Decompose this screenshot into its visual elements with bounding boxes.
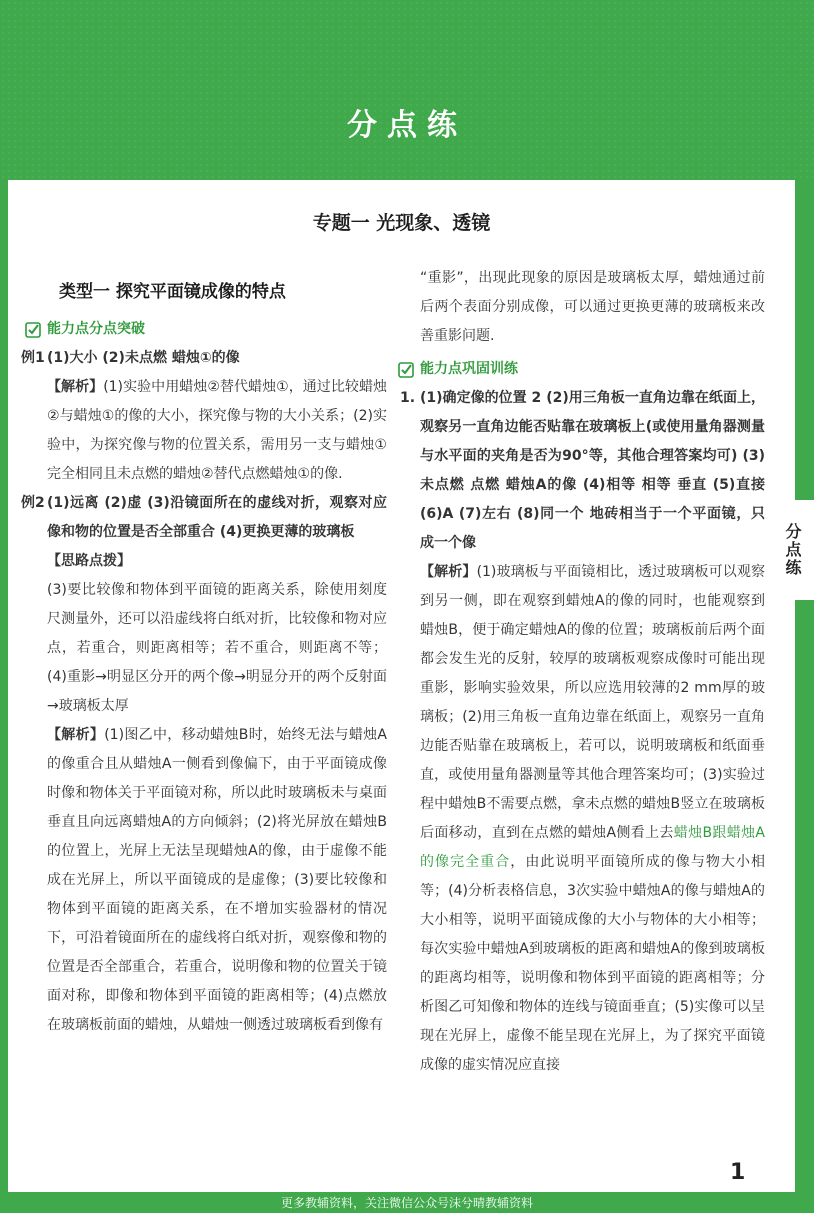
answer-text: (1)大小 (2)未点燃 蜡烛①的像 [47, 350, 240, 366]
answer-text: (1)确定像的位置 2 (2)用三角板一直角边靠在纸面上，观察另一直角边能否贴靠在玻璃板上(或使用量角器测量与水平面的夹角是否为90°等，其他合理答案均可) (3)未点燃 点燃 蜡烛A的像 (4)相等 相等 垂直 (5)直接 (6)A (7)左右 (8)同一个 地砖相当于一个平面镜，只成一个像 [420, 390, 765, 551]
section-heading-breakthrough [25, 315, 387, 344]
example-label: 例1 [21, 350, 45, 366]
highlighted-text: 蜡烛B跟蜡烛A的像完全重合 [420, 825, 766, 870]
hint-tag: 【思路点拨】 [47, 553, 131, 569]
section-heading-label: 能力点巩固训练 [420, 361, 518, 377]
continued-text: “重影”，出现此现象的原因是玻璃板太厚，蜡烛通过前后两个表面分别成像，可以通过更换更薄的玻璃板来改善重影问题. [420, 270, 765, 344]
type-heading: 类型一 探究平面镜成像的特点 [59, 282, 286, 302]
example-label: 例2 [21, 495, 45, 511]
banner-title: 分点练 [347, 108, 467, 143]
right-margin-strip [795, 180, 814, 1213]
section-heading-training [398, 355, 765, 384]
answer-text: (1)远离 (2)虚 (3)沿镜面所在的虚线对折，观察对应像和物的位置是否全部重合 (4)更换更薄的玻璃板 [47, 495, 387, 540]
analysis-text-b: ，由此说明平面镜所成的像与物大小相等；(4)分析表格信息，3次实验中蜡烛A的像与蜡烛A的大小相等，说明平面镜成像的大小与物体的大小相等；每次实验中蜡烛A到玻璃板的距离和蜡烛A的像到玻璃板的距离均相等，说明像和物体到平面镜的距离相等；分析图乙可知像和物体的连线与镜面垂直；(5)实像可以呈现在光屏上，虚像不能呈现在光屏上，为了探究平面镜成像的虚实情况应直接 [420, 854, 766, 1073]
header-banner [0, 0, 814, 180]
checkbox-icon [398, 362, 414, 378]
question-number: 1. [400, 390, 416, 406]
checkbox-icon [25, 322, 41, 338]
analysis-text: (1)图乙中，移动蜡烛B时，始终无法与蜡烛A的像重合且从蜡烛A一侧看到像偏下，由于平面镜成像时像和物体关于平面镜对称，所以此时玻璃板未与桌面垂直且向远离蜡烛A的方向倾斜；(2)将光屏放在蜡烛B的位置上，光屏上无法呈现蜡烛A的像，由于虚像不能成在光屏上，所以平面镜成的是虚像；(3)要比较像和物体到平面镜的距离关系，在不增加实验器材的情况下，可沿着镜面所在的虚线将白纸对折，观察像和物的位置是否全部重合，若重合，说明像和物的位置关于镜面对称，即像和物体到平面镜的距离相等；(4)点燃放在玻璃板前面的蜡烛，从蜡烛一侧透过玻璃板看到像有 [47, 727, 388, 1033]
example-1-analysis [47, 373, 387, 489]
example-2-answer [21, 489, 387, 547]
question-1-analysis [420, 558, 765, 1080]
section-heading-label: 能力点分点突破 [47, 321, 145, 337]
example-2-analysis [47, 721, 387, 1040]
analysis-tag: 【解析】 [47, 727, 105, 743]
left-column [21, 264, 388, 1040]
side-tab-label: 分点练 [783, 523, 802, 577]
analysis-text: (1)实验中用蜡烛②替代蜡烛①，通过比较蜡烛②与蜡烛①的像的大小，探究像与物的大小关系；(2)实验中，为探究像与物的位置关系，需用另一支与蜡烛①完全相同且未点燃的蜡烛②替代点燃蜡烛①的像. [47, 379, 387, 482]
side-tab[interactable] [770, 500, 814, 600]
left-margin-strip [0, 180, 8, 1213]
footer-text: 更多教辅资料，关注微信公众号沫兮晴教辅资料 [280, 1196, 533, 1210]
analysis-text-a: (1)玻璃板与平面镜相比，透过玻璃板可以观察到另一侧，即在观察到蜡烛A的像的同时，也能观察到蜡烛B，便于确定蜡烛A的像的位置；玻璃板前后两个面都会发生光的反射，较厚的玻璃板观察成像时可能出现重影，影响实验效果，所以应选用较薄的2 mm厚的玻璃板；(2)用三角板一直角边靠在纸面上，观察另一直角边能否贴靠在玻璃板上，若可以，说明玻璃板和纸面垂直，或使用量角器测量等其他合理答案均可；(3)实验过程中蜡烛B不需要点燃，拿未点燃的蜡烛B竖立在玻璃板后面移动，直到在点燃的蜡烛A侧看上去 [420, 564, 765, 841]
example-1-answer [21, 344, 387, 373]
analysis-tag: 【解析】 [420, 564, 477, 580]
question-1-answer [400, 384, 765, 558]
topic-title: 专题一 光现象、透镜 [312, 212, 491, 234]
analysis-tag: 【解析】 [47, 379, 104, 395]
page-number: 1 [730, 1160, 746, 1185]
right-column [400, 264, 766, 1080]
hint-text: (3)要比较像和物体到平面镜的距离关系，除使用刻度尺测量外，还可以沿虚线将白纸对折，比较像和物对应点，若重合，则距离相等；若不重合，则距离不等；(4)重影→明显区分开的两个像→明显分开的两个反射面→玻璃板太厚 [47, 582, 387, 714]
